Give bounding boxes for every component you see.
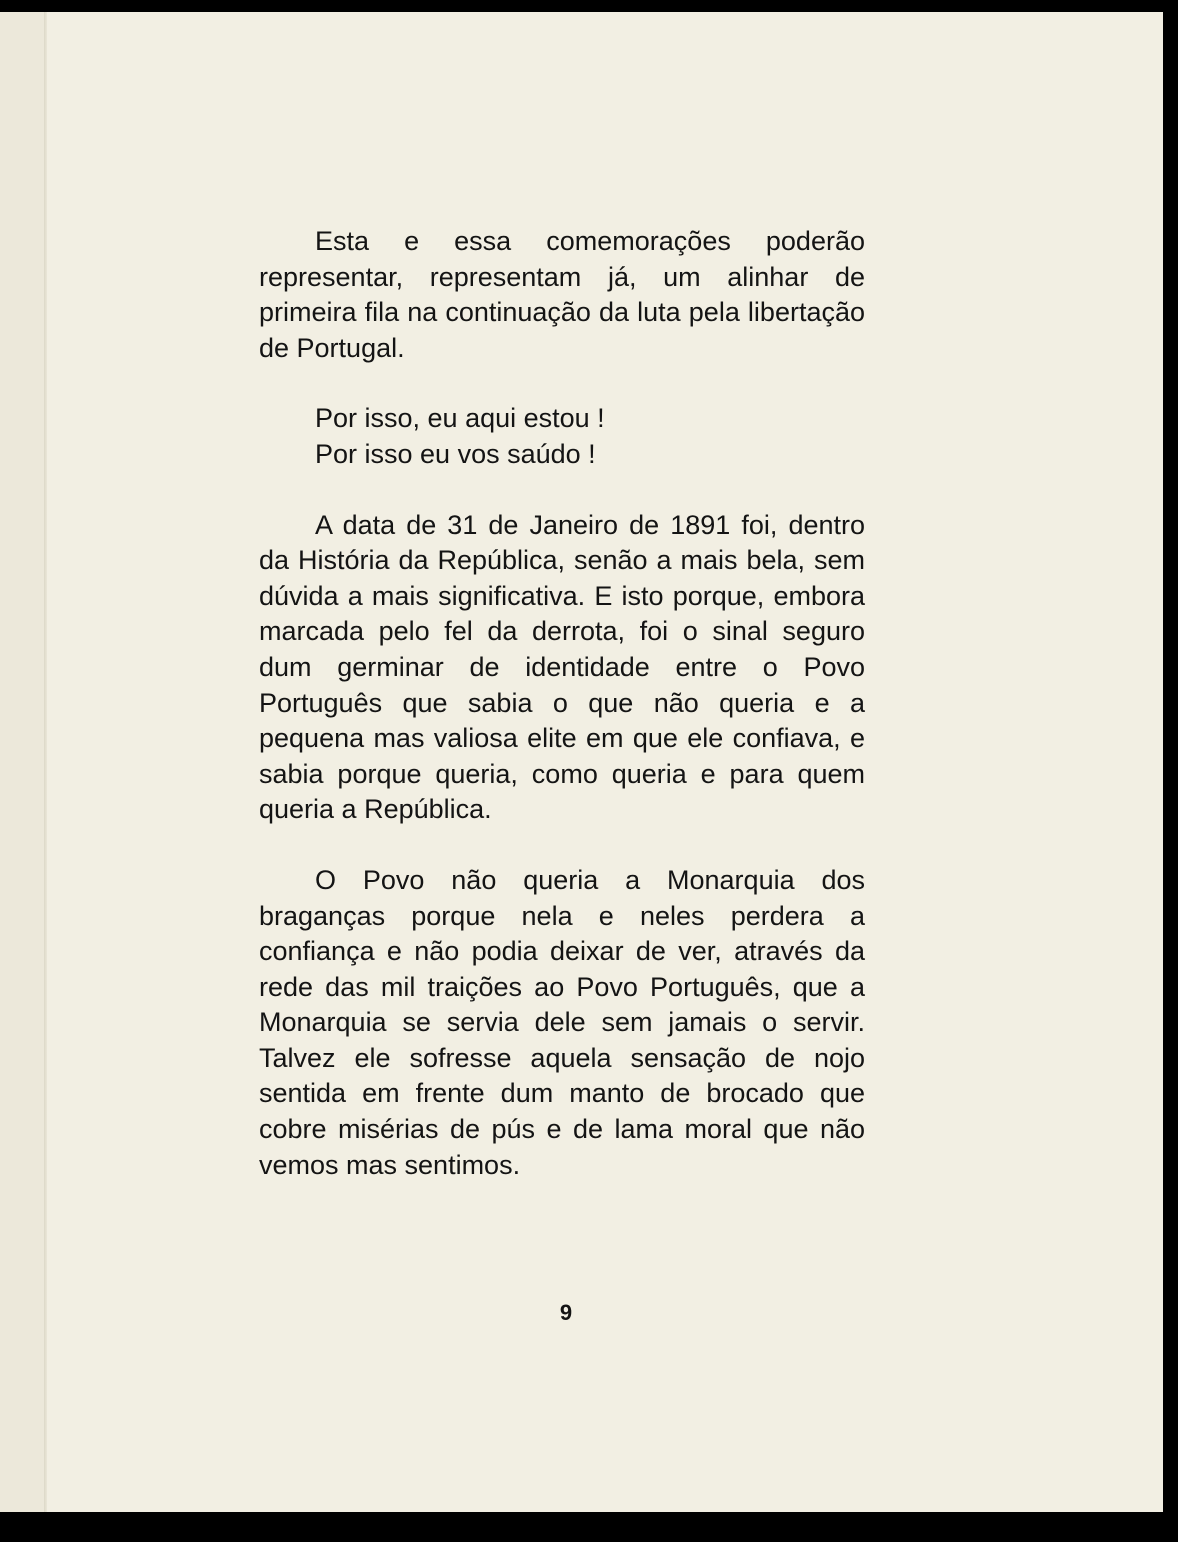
page-number: 9 [559, 1300, 573, 1325]
paragraph-i-salute: Por isso eu vos saúdo ! [315, 438, 596, 469]
paragraph-january-31: A data de 31 de Janeiro de 1891 foi, dentro da História da República, senão a mais bela, sem dúvida a mais significativa. E isto porque, embora marcada pelo fel da derrota, foi o sinal seguro dum germinar de identidade entre o Povo Português que sabia o que não queria e a pequena mas valiosa elite em que ele confiava, e sabia porque queria, como queria e para quem queria a República. [259, 509, 865, 825]
paragraph-monarchy: O Povo não queria a Monarquia dos braganças porque nela e neles perdera a confiança e não podia deixar de ver, através da rede das mil traições ao Povo Português, que a Monarquia se servia dele sem jamais o servir. Talvez ele sofresse aquela sensação de nojo sentida em frente dum manto de brocado que cobre misérias de pús e de lama moral que não vemos mas sentimos. [259, 864, 865, 1180]
page-left-margin [0, 12, 44, 1512]
book-page [0, 12, 1163, 1512]
page-fold-edge [44, 12, 47, 1512]
paragraph-here-i-am: Por isso, eu aqui estou ! [315, 403, 605, 434]
paragraph-commemorations: Esta e essa comemorações poderão representar, representam já, um alinhar de primeira fila na continuação da luta pela libertação de Portugal. [259, 226, 865, 363]
body-text [259, 224, 865, 1183]
